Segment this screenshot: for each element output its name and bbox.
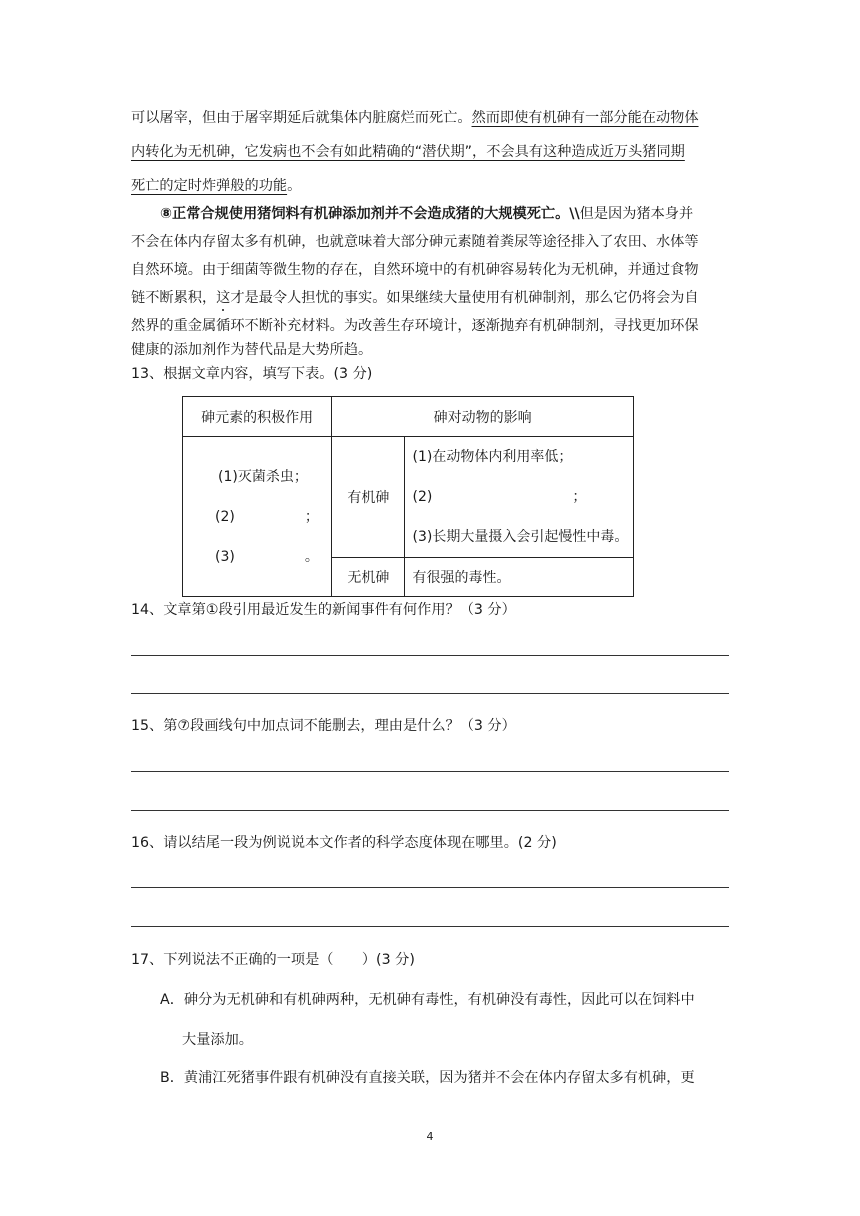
inorganic-effect: 有很强的毒性。 <box>405 558 634 597</box>
positive-role-2-blank[interactable]: (2) ； <box>215 508 319 525</box>
emphasis-dot-word: 这 <box>216 290 231 306</box>
page-number: 4 <box>426 1130 434 1143</box>
organic-effect-2-blank[interactable]: (2) ； <box>412 489 587 505</box>
inorganic-arsenic-label: 无机砷 <box>332 558 405 597</box>
answer-line[interactable] <box>131 655 729 656</box>
positive-role-1: (1)灭菌杀虫； <box>218 468 308 485</box>
option-a-line-1[interactable]: A．砷分为无机砷和有机砷两种，无机砷有毒性，有机砷没有毒性，因此可以在饲料中 <box>160 992 695 1008</box>
para8-line-3: 自然环境。由于细菌等微生物的存在，自然环境中的有机砷容易转化为无机砷，并通过食物 <box>131 262 699 278</box>
question-16: 16、请以结尾一段为例说说本文作者的科学态度体现在哪里。(2 分) <box>131 835 557 851</box>
para8-line-6: 健康的添加剂作为替代品是大势所趋。 <box>131 342 373 358</box>
para7-line-3: 死亡的定时炸弹般的功能。 <box>131 178 302 194</box>
option-b-line-1[interactable]: B．黄浦江死猪事件跟有机砷没有直接关联，因为猪并不会在体内存留太多有机砷，更 <box>160 1070 695 1086</box>
positive-role-3-blank[interactable]: (3) 。 <box>215 548 319 565</box>
answer-line[interactable] <box>131 810 729 811</box>
question-14: 14、文章第①段引用最近发生的新闻事件有何作用？（3 分） <box>131 602 516 618</box>
organic-arsenic-label: 有机砷 <box>332 437 405 558</box>
question-15: 15、第⑦段画线句中加点词不能删去，理由是什么？（3 分） <box>131 718 516 734</box>
organic-effects-cell <box>405 437 634 558</box>
answer-line[interactable] <box>131 926 729 927</box>
organic-effect-3: (3)长期大量摄入会引起慢性中毒。 <box>412 529 629 545</box>
para8-line-5: 然界的重金属循环不断补充材料。为改善生存环境计，逐渐抛弃有机砷制剂，寻找更加环保 <box>131 318 699 334</box>
para7-line-2 <box>131 142 731 162</box>
underlined-sentence: 死亡的定时炸弹般的功能 <box>131 178 288 194</box>
table-header-effect-on-animals: 砷对动物的影响 <box>332 397 634 437</box>
question-17: 17、下列说法不正确的一项是（ ）(3 分) <box>131 952 415 968</box>
answer-line[interactable] <box>131 887 729 888</box>
answer-table <box>182 396 634 597</box>
underlined-sentence: 然而即使有机砷有一部分能在动物体 <box>471 110 699 126</box>
underlined-sentence: 内转化为无机砷，它发病也不会有如此精确的“潜伏期”，不会具有这种造成近万头猪同期 <box>131 144 685 160</box>
para8-line-1: ⑧正常合规使用猪饲料有机砷添加剂并不会造成猪的大规模死亡。\\但是因为猪本身并 <box>160 206 694 222</box>
para8-line-2: 不会在体内存留太多有机砷，也就意味着大部分砷元素随着粪尿等途径排入了农田、水体等 <box>131 234 699 250</box>
positive-roles-cell <box>183 437 332 597</box>
para7-line-1: 可以屠宰，但由于屠宰期延后就集体内脏腐烂而死亡。然而即使有机砷有一部分能在动物体 <box>131 110 699 126</box>
answer-line[interactable] <box>131 693 729 694</box>
organic-effect-1: (1)在动物体内利用率低； <box>412 449 573 465</box>
question-13: 13、根据文章内容，填写下表。(3 分) <box>131 366 373 382</box>
option-a-line-2[interactable]: 大量添加。 <box>182 1032 253 1048</box>
para8-line-4: 链不断累积，这才是最令人担忧的事实。如果继续大量使用有机砷制剂，那么它仍将会为自 <box>131 290 699 306</box>
table-header-positive-role: 砷元素的积极作用 <box>183 397 332 437</box>
answer-line[interactable] <box>131 771 729 772</box>
bold-topic-sentence: ⑧正常合规使用猪饲料有机砷添加剂并不会造成猪的大规模死亡。\\ <box>160 206 580 222</box>
